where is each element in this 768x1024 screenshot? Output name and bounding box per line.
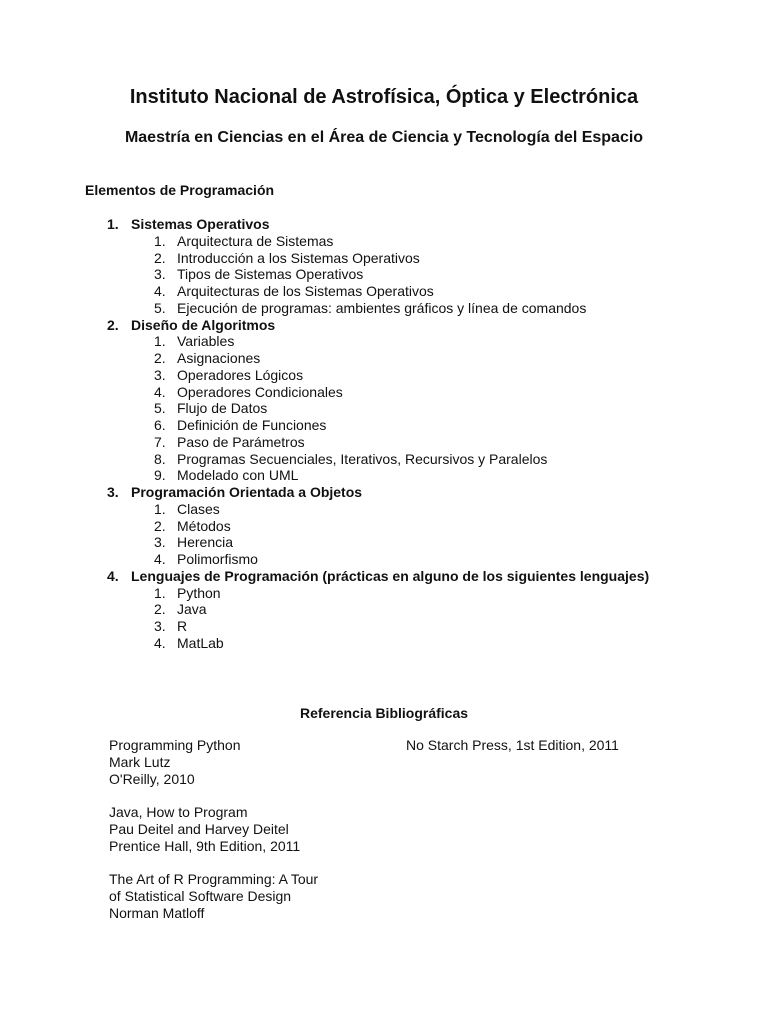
item-label: Operadores Lógicos [177, 366, 304, 383]
item-number: 4. [154, 283, 166, 299]
list-item [154, 283, 667, 300]
list-item [154, 250, 667, 267]
section-label: Diseño de Algoritmos [131, 316, 276, 333]
item-label: R [177, 618, 188, 634]
reference-line: Java, How to Program [109, 804, 248, 820]
item-number: 1. [154, 232, 166, 249]
list-item [154, 384, 667, 401]
item-label: Polimorfismo [177, 551, 258, 567]
item-number: 8. [154, 450, 166, 467]
list-item [154, 350, 667, 367]
list-item [154, 551, 667, 568]
section-label: Sistemas Operativos [131, 216, 270, 232]
list-item [154, 601, 667, 618]
item-label: Modelado con UML [177, 467, 299, 484]
item-number: 3. [154, 618, 166, 634]
item-number: 7. [154, 433, 166, 450]
item-number: 4. [154, 383, 166, 400]
list-item [154, 417, 667, 434]
list-item [154, 367, 667, 384]
item-number: 1. [154, 584, 166, 601]
course-outline [107, 216, 667, 652]
reference-line: O'Reilly, 2010 [109, 770, 195, 787]
item-number: 2. [154, 249, 166, 266]
item-label: Flujo de Datos [177, 400, 268, 417]
reference-line: Mark Lutz [109, 753, 171, 770]
item-number: 2. [154, 601, 166, 618]
list-item [154, 233, 667, 250]
section-programacion-orientada-a-objetos [107, 484, 667, 568]
course-title: Elementos de Programación [85, 182, 275, 198]
section-label: Lenguajes de Programación (prácticas en alguno de los siguientes lenguajes) [131, 567, 650, 584]
item-label: Java [177, 601, 207, 618]
list-item [154, 300, 667, 317]
item-number: 3. [154, 266, 166, 283]
list-item [154, 618, 667, 635]
item-label: Variables [177, 333, 235, 350]
item-number: 5. [154, 299, 166, 316]
section-number: 2. [107, 316, 119, 333]
item-label: Programas Secuenciales, Iterativos, Recursivos y Paralelos [177, 450, 548, 467]
section-lenguajes-de-programacion [107, 568, 667, 652]
section-number: 4. [107, 567, 119, 584]
section-diseno-de-algoritmos [107, 317, 667, 485]
reference-entry [109, 737, 409, 787]
program-subtitle: Maestría en Ciencias en el Área de Ciencia y Tecnología del Espacio [124, 129, 644, 146]
reference-line: Programming Python [109, 737, 241, 753]
institute-title: Instituto Nacional de Astrofísica, Óptica y Electrónica [129, 86, 639, 108]
reference-list [109, 737, 409, 938]
section-number: 1. [107, 216, 119, 232]
item-label: Arquitectura de Sistemas [177, 232, 334, 249]
reference-line: The Art of R Programming: A Tour [109, 871, 319, 887]
reference-side-note: No Starch Press, 1st Edition, 2011 [406, 737, 619, 753]
item-number: 3. [154, 366, 166, 383]
item-label: Tipos de Sistemas Operativos [177, 266, 364, 283]
reference-line: Prentice Hall, 9th Edition, 2011 [109, 837, 301, 854]
item-label: Métodos [177, 517, 231, 534]
reference-line: of Statistical Software Design [109, 887, 292, 904]
list-item [154, 451, 667, 468]
item-label: Introducción a los Sistemas Operativos [177, 249, 420, 266]
section-sistemas-operativos [107, 216, 667, 317]
list-item [154, 400, 667, 417]
item-number: 2. [154, 517, 166, 534]
item-number: 4. [154, 634, 166, 651]
item-number: 6. [154, 417, 166, 433]
item-number: 1. [154, 333, 166, 350]
list-item [154, 434, 667, 451]
item-label: Operadores Condicionales [177, 383, 343, 400]
item-label: Ejecución de programas: ambientes gráficos y línea de comandos [177, 299, 587, 316]
item-label: Paso de Parámetros [177, 433, 305, 450]
item-number: 3. [154, 534, 166, 551]
item-number: 4. [154, 551, 166, 567]
references-heading: Referencia Bibliográficas [299, 705, 469, 721]
list-item [154, 467, 667, 484]
reference-line: Norman Matloff [109, 904, 205, 921]
item-number: 5. [154, 400, 166, 417]
item-label: Definición de Funciones [177, 417, 327, 433]
list-item [154, 333, 667, 350]
list-item [154, 534, 667, 551]
item-label: Clases [177, 500, 220, 517]
reference-entry [109, 871, 409, 921]
item-label: Python [177, 584, 221, 601]
item-label: Herencia [177, 534, 234, 551]
item-label: Asignaciones [177, 350, 261, 366]
section-number: 3. [107, 484, 119, 500]
item-number: 2. [154, 350, 166, 366]
list-item [154, 585, 667, 602]
list-item [154, 518, 667, 535]
section-label: Programación Orientada a Objetos [131, 484, 363, 500]
reference-entry [109, 804, 409, 854]
item-label: MatLab [177, 634, 224, 651]
list-item [154, 501, 667, 518]
item-label: Arquitecturas de los Sistemas Operativos [177, 283, 434, 299]
item-number: 9. [154, 467, 166, 484]
list-item [154, 266, 667, 283]
item-number: 1. [154, 500, 166, 517]
list-item [154, 635, 667, 652]
reference-line: Pau Deitel and Harvey Deitel [109, 820, 289, 837]
